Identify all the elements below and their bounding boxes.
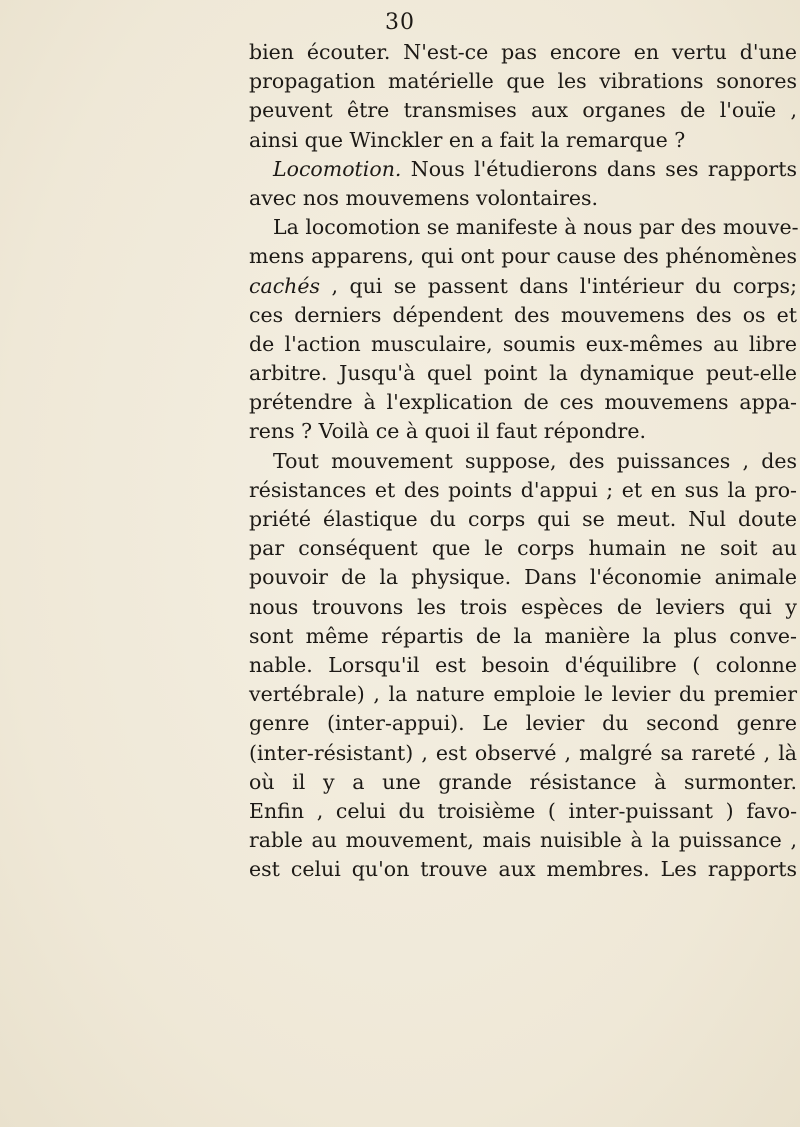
text-line-locomotion-heading: Locomotion. Nous l'étudierons dans ses rapports	[273, 156, 797, 181]
text-line: ainsi que Winckler en a fait la remarque ?	[249, 127, 686, 152]
page-number: 30	[385, 10, 415, 35]
text-line: rable au mouvement, mais nuisible à la puissance ,	[249, 828, 797, 853]
text-line: (inter-résistant) , est observé , malgré sa rareté , là	[249, 740, 797, 765]
text-line: résistances et des points d'appui ; et en sus la pro-	[249, 477, 797, 502]
text-line: peuvent être transmises aux organes de l'ouïe ,	[249, 98, 797, 123]
emphasized-word: cachés	[249, 273, 321, 298]
text-line: de l'action musculaire, soumis eux-mêmes au libre	[249, 331, 797, 356]
text-line: cachés , qui se passent dans l'intérieur du corps;	[249, 273, 797, 298]
text-line: est celui qu'on trouve aux membres. Les rapports	[249, 857, 797, 882]
locomotion-heading: Locomotion.	[273, 156, 402, 181]
text-line: arbitre. Jusqu'à quel point la dynamique peut-elle	[249, 361, 797, 386]
text-line: La locomotion se manifeste à nous par des mouve-	[273, 215, 799, 240]
text-line: nous trouvons les trois espèces de leviers qui y	[249, 594, 797, 619]
text-line: Tout mouvement suppose, des puissances , des	[273, 448, 797, 473]
text-line: bien écouter. N'est-ce pas encore en vertu d'une	[249, 40, 797, 64]
text-line: ces derniers dépendent des mouvemens des os et	[249, 302, 797, 327]
text-line: vertébrale) , la nature emploie le levier du premier	[249, 682, 797, 707]
text-line: où il y a une grande résistance à surmonter.	[249, 769, 797, 794]
body-text	[249, 38, 797, 884]
text-line: Enfin , celui du troisième ( inter-puissant ) favo-	[249, 798, 797, 823]
text-line: mens apparens, qui ont pour cause des phénomènes	[249, 244, 797, 269]
text-line: prétendre à l'explication de ces mouvemens appa-	[249, 390, 797, 415]
text-line: nable. Lorsqu'il est besoin d'équilibre ( colonne	[249, 652, 797, 677]
text-line: sont même répartis de la manière la plus conve-	[249, 623, 797, 648]
text-line: priété élastique du corps qui se meut. Nul doute	[249, 507, 797, 531]
text-line: genre (inter-appui). Le levier du second genre	[249, 711, 797, 736]
text-line: par conséquent que le corps humain ne soit au	[249, 536, 797, 561]
text-line: rens ? Voilà ce à quoi il faut répondre.	[249, 419, 646, 444]
text-line: propagation matérielle que les vibrations sonores	[249, 69, 797, 94]
text-line: avec nos mouvemens volontaires.	[249, 185, 599, 210]
text-line: pouvoir de la physique. Dans l'économie animale	[249, 565, 797, 590]
